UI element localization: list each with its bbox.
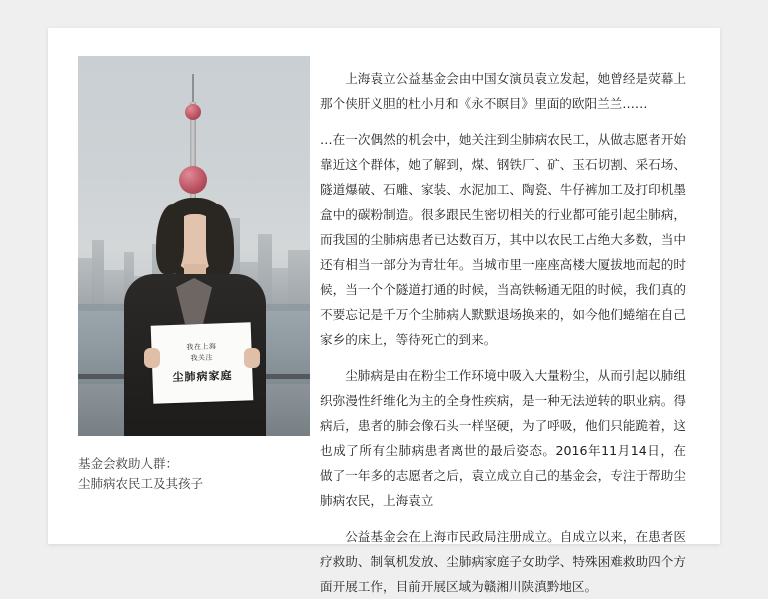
person-silhouette (106, 198, 282, 436)
article-paragraph: 公益基金会在上海市民政局注册成立。自成立以来，在患者医疗救助、制氧机发放、尘肺病家庭子女助学、特殊困难救助四个方面开展工作，目前开展区域为赣湘川陕滇黔地区。 (320, 529, 686, 594)
left-hand (144, 348, 160, 368)
photo-caption (78, 454, 310, 494)
photo-column (48, 28, 310, 544)
sign-line-1: 我在上海 (186, 341, 217, 352)
text-column (310, 28, 720, 594)
document-page (48, 28, 720, 594)
woman-holding-sign-photo (78, 56, 310, 436)
article-body (320, 66, 686, 599)
held-sign (151, 322, 254, 403)
caption-line-2: 尘肺病农民工及其孩子 (78, 476, 204, 491)
article-paragraph: 尘肺病是由在粉尘工作环境中吸入大量粉尘，从而引起以肺组织弥漫性纤维化为主的全身性疾病，是一种无法逆转的职业病。得病后，患者的肺会像石头一样坚硬，为了呼吸，他们只能跪着，这也成了所有尘肺病患者离世的最后姿态。2016年11月14日，在做了一年多的志愿者之后，袁立成立自己的基金会，专注于帮助尘肺病农民，上海袁立 (320, 368, 686, 508)
caption-line-1: 基金会救助人群： (78, 456, 179, 471)
sign-line-3: 尘肺病家庭 (172, 368, 233, 384)
article-paragraph: …在一次偶然的机会中，她关注到尘肺病农民工，从做志愿者开始靠近这个群体，她了解到，煤、钢铁厂、矿、玉石切割、采石场、隧道爆破、石雕、家装、水泥加工、陶瓷、牛仔裤加工及打印机墨盒中的碳粉制造。很多跟民生密切相关的行业都可能引起尘肺病，而我国的尘肺病患者已达数百万，其中以农民工占绝大多数，当中还有相当一部分为青壮年。当城市里一座座高楼大厦拔地而起的时候，当一个个隧道打通的时候，当高铁畅通无阻的时候，我们真的不要忘记是千万个尘肺病人默默退场换来的，如今他们蜷缩在自己家乡的床上，等待死亡的到来。 (320, 132, 686, 347)
right-hand (244, 348, 260, 368)
sign-line-2: 我关注 (190, 353, 214, 362)
article-paragraph: 上海袁立公益基金会由中国女演员袁立发起，她曾经是荧幕上那个侠肝义胆的杜小月和《永不瞑目》里面的欧阳兰兰…… (320, 71, 686, 111)
